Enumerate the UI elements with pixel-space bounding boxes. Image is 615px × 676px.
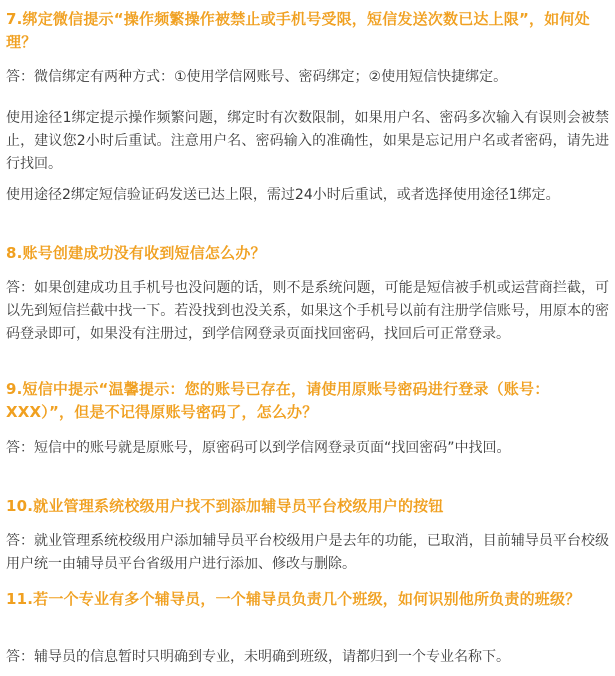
faq-answer-8-p1: 答：如果创建成功且手机号也没问题的话，则不是系统问题，可能是短信被手机或运营商拦截，可以先到短信拦截中找一下。若没找到也没关系，如果这个手机号以前有注册学信账号，用原本的密码登录即可，如果没有注册过，到学信网登录页面找回密码，找回后可正常登录。 [6,280,609,342]
faq-answer-10-p1: 答：就业管理系统校级用户添加辅导员平台校级用户是去年的功能，已取消，目前辅导员平台校级用户统一由辅导员平台省级用户进行添加、修改与删除。 [6,533,609,572]
faq-question-7: 7.绑定微信提示“操作频繁操作被禁止或手机号受限，短信发送次数已达上限”，如何处理？ [6,10,590,51]
faq-question-10: 10.就业管理系统校级用户找不到添加辅导员平台校级用户的按钮 [6,497,444,515]
faq-answer-11-p1: 答：辅导员的信息暂时只明确到专业，未明确到班级，请都归到一个专业名称下。 [6,649,510,665]
faq-question-9: 9.短信中提示“温馨提示：您的账号已存在，请使用原账号密码进行登录（账号：XXX）”，但是不记得原账号密码了，怎么办？ [6,380,550,421]
faq-answer-9-p1: 答：短信中的账号就是原账号，原密码可以到学信网登录页面“找回密码”中找回。 [6,440,511,456]
faq-question-11: 11.若一个专业有多个辅导员，一个辅导员负责几个班级，如何识别他所负责的班级？ [6,590,581,608]
faq-answer-7-p3: 使用途径2绑定短信验证码发送已达上限，需过24小时后重试，或者选择使用途径1绑定。 [6,187,560,203]
faq-question-8: 8.账号创建成功没有收到短信怎么办？ [6,244,266,262]
faq-answer-7-p1: 答：微信绑定有两种方式：①使用学信网账号、密码绑定；②使用短信快捷绑定。 [6,69,508,85]
faq-answer-7-p2: 使用途径1绑定提示操作频繁问题，绑定时有次数限制，如果用户名、密码多次输入有误则会被禁止，建议您2小时后重试。注意用户名、密码输入的准确性，如果是忘记用户名或者密码，请先进行找回。 [6,110,609,172]
